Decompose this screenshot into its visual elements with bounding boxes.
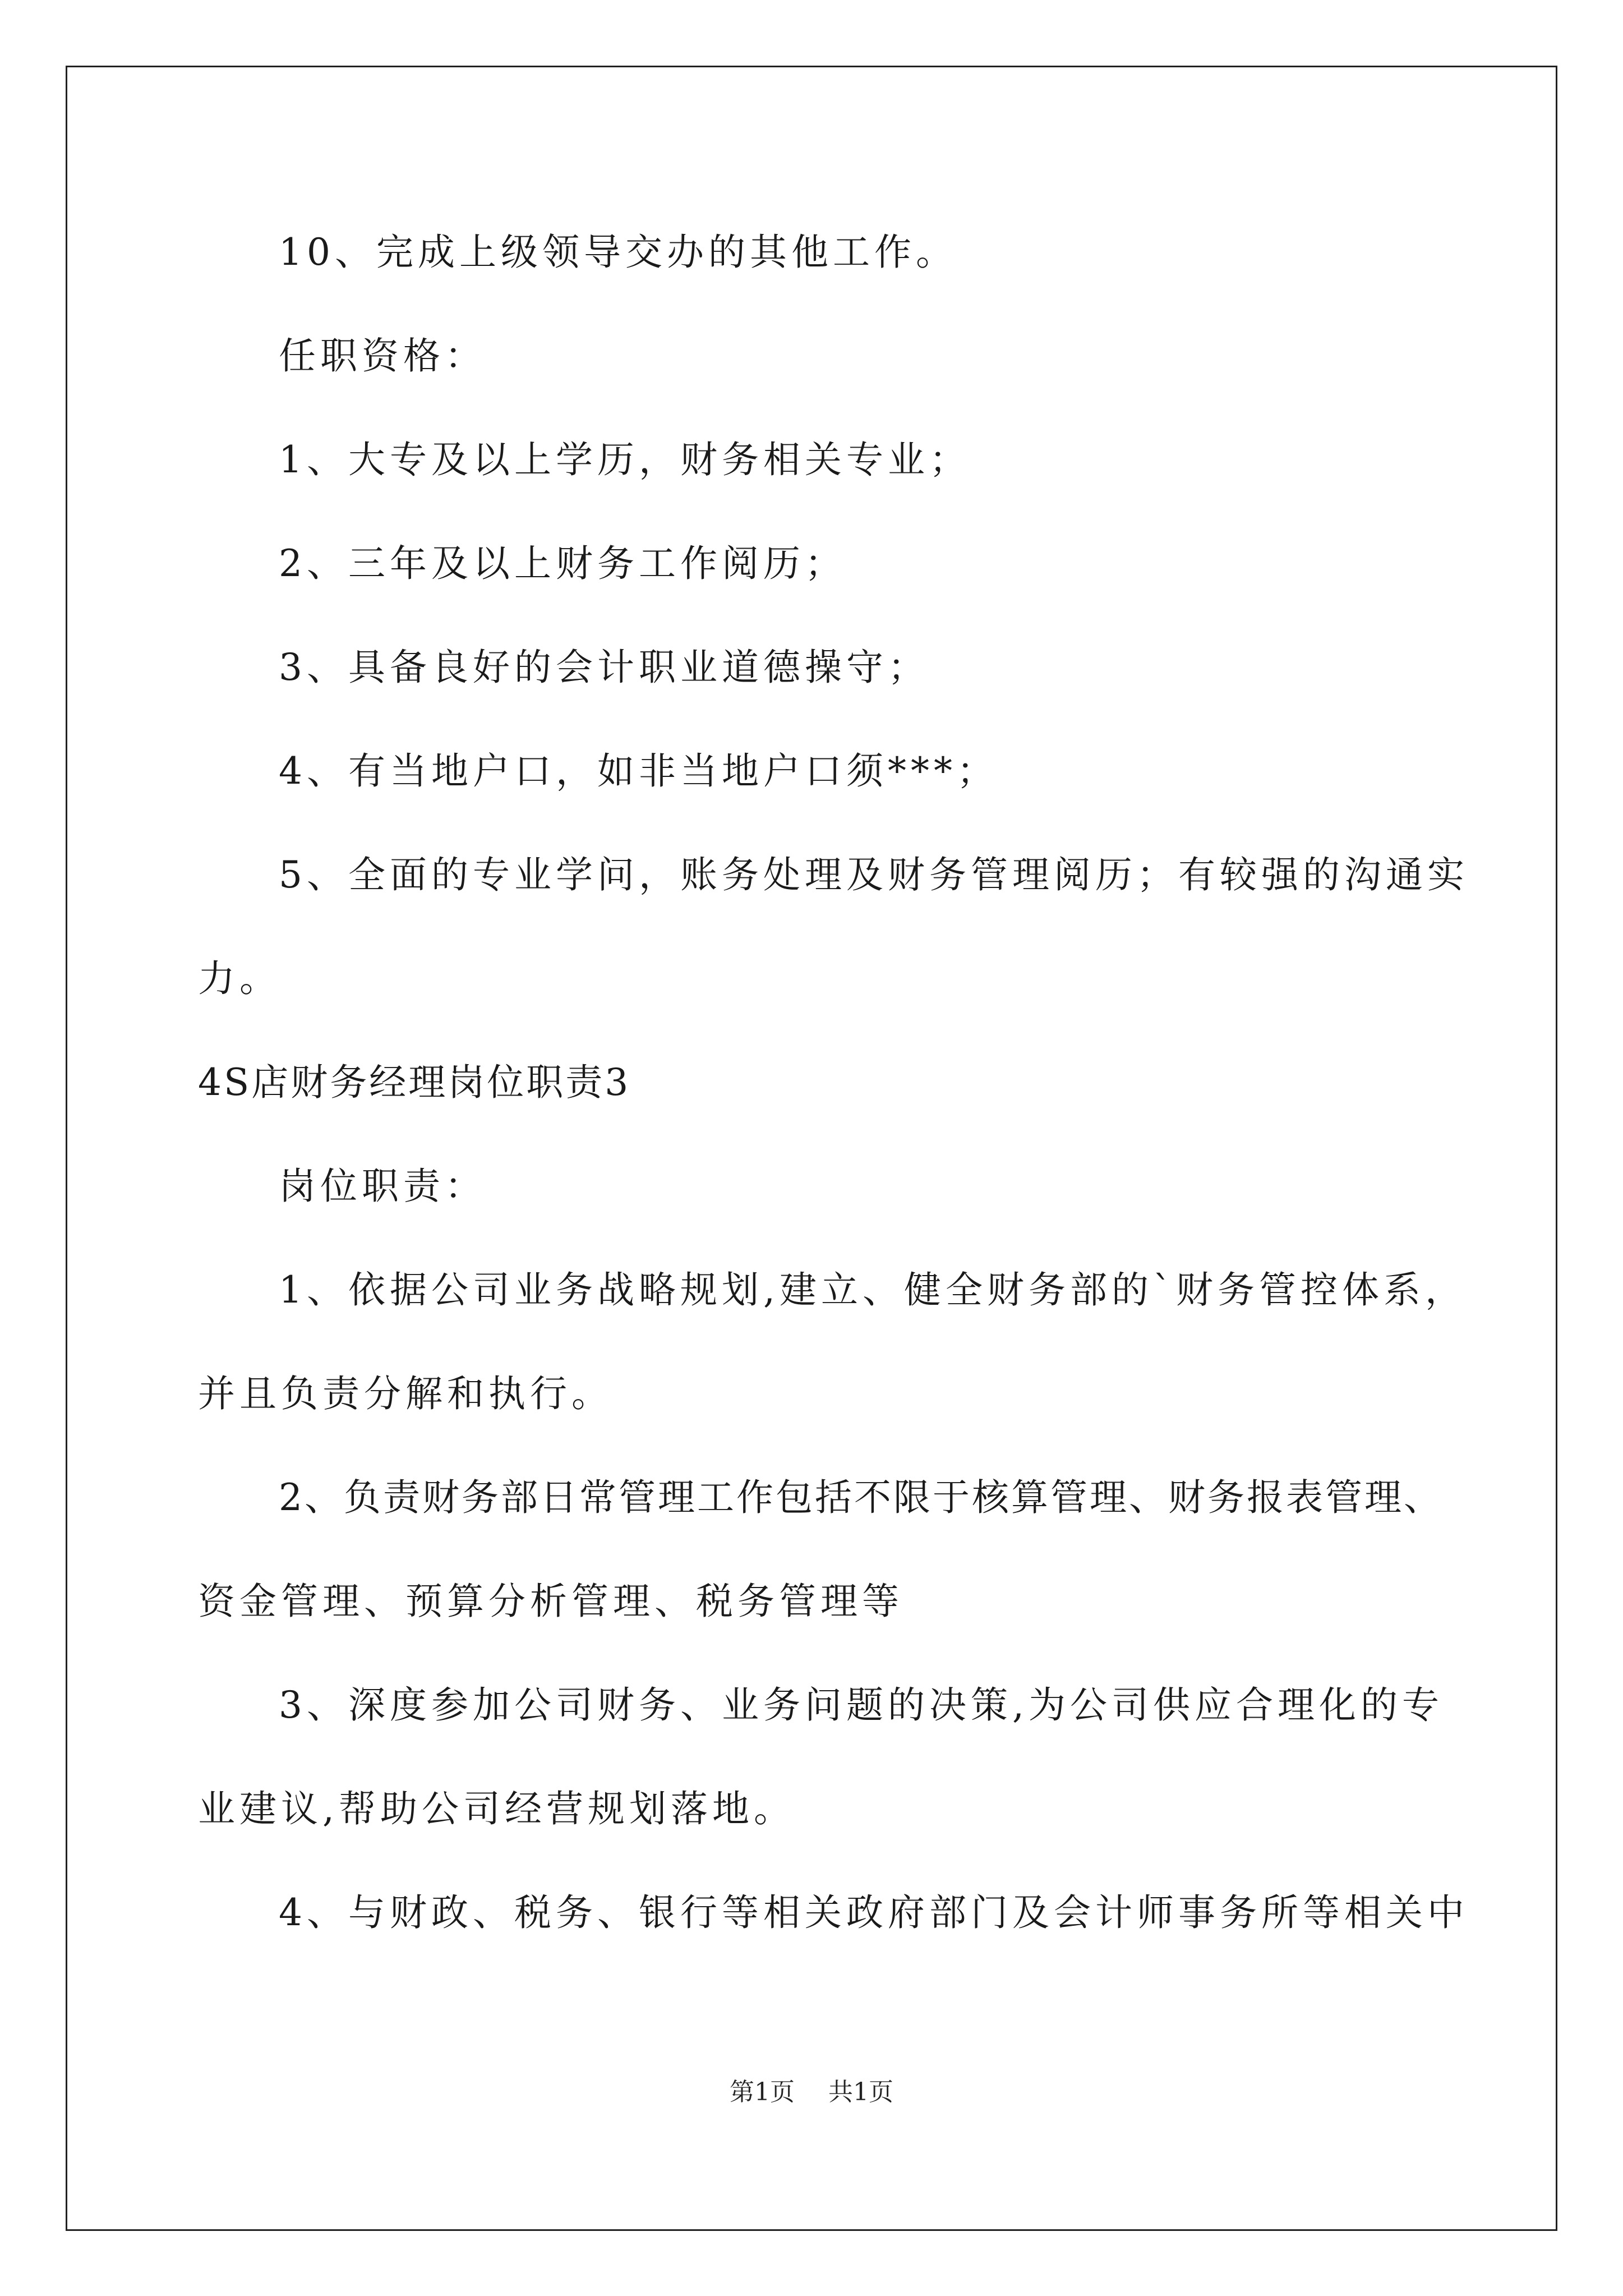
section-label-qualifications: 任职资格： <box>279 334 486 378</box>
paragraph-line: 2、三年及以上财务工作阅历； <box>279 542 846 585</box>
section-heading: 4S店财务经理岗位职责3 <box>198 1061 631 1104</box>
paragraph-line: 1、大专及以上学历，财务相关专业； <box>279 438 971 481</box>
paragraph-line: 2、负责财务部日常管理工作包括不限于核算管理、财务报表管理、 <box>279 1476 1443 1519</box>
paragraph-line: 4、有当地户口，如非当地户口须***； <box>279 749 998 793</box>
paragraph-line: 10、完成上级领导交办的其他工作。 <box>279 231 957 274</box>
section-label-duties: 岗位职责： <box>279 1165 486 1208</box>
paragraph-line: 4、与财政、税务、银行等相关政府部门及会计师事务所等相关中 <box>279 1891 1469 1934</box>
paragraph-line: 3、深度参加公司财务、业务问题的决策,为公司供应合理化的专 <box>279 1683 1444 1727</box>
paragraph-line: 3、具备良好的会计职业道德操守； <box>279 646 929 689</box>
paragraph-line: 资金管理、预算分析管理、税务管理等 <box>198 1580 903 1623</box>
paragraph-line: 1、依据公司业务战略规划,建立、健全财务部的`财务管控体系， <box>279 1268 1467 1312</box>
paragraph-line: 力。 <box>198 957 281 1000</box>
page-number: 第1页 <box>730 2078 795 2106</box>
paragraph-line: 5、全面的专业学问，账务处理及财务管理阅历；有较强的沟通实 <box>279 853 1469 896</box>
paragraph-line: 并且负责分解和执行。 <box>198 1372 613 1415</box>
page-footer <box>0 2076 1623 2109</box>
paragraph-line: 业建议,帮助公司经营规划落地。 <box>198 1787 795 1830</box>
page-total: 共1页 <box>828 2078 893 2106</box>
